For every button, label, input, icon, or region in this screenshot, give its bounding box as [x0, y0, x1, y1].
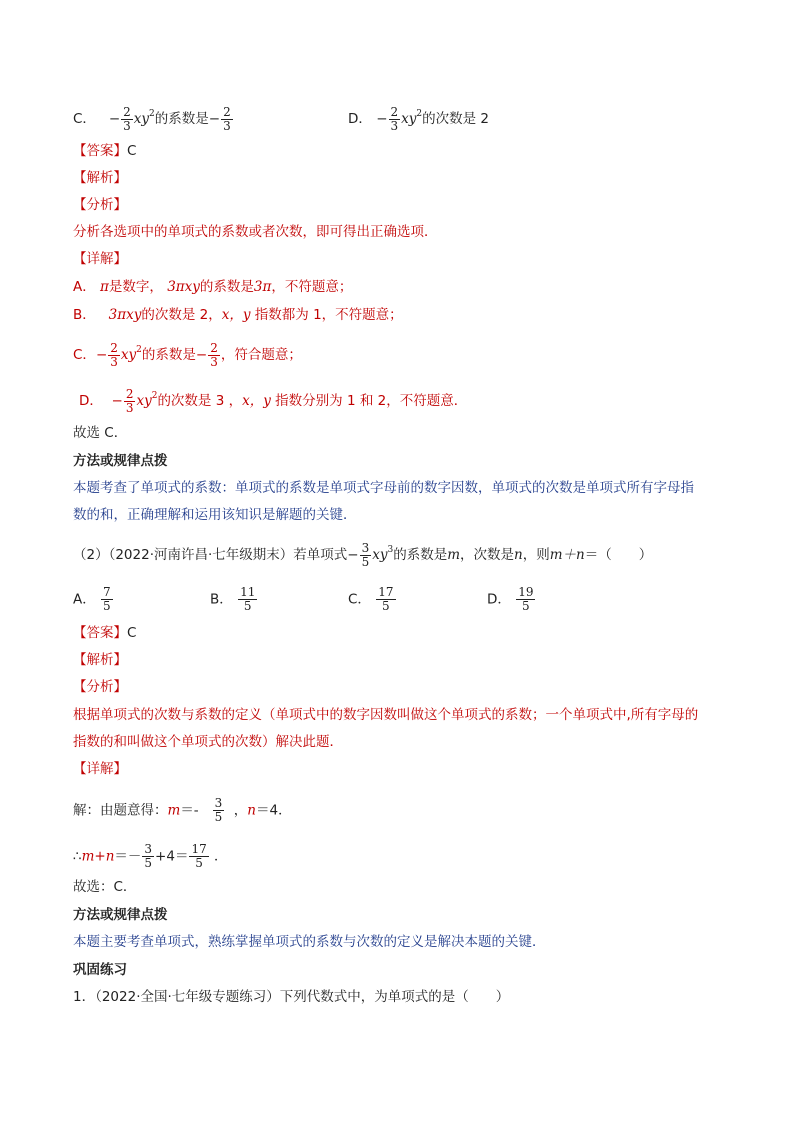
fraction: $\frac{3}{5}$	[361, 540, 370, 569]
fraction: $\frac{17}{5}$	[378, 585, 394, 613]
fenxi-text-1: 分析各选项中的单项式的系数或者次数，即可得出正确选项．	[73, 224, 438, 240]
question-2: （2）（2022·河南许昌·七年级期末）若单项式− $\frac{3}{5}$ $xy^3$的系数是m，次数是n，则m＋n＝（ ）	[73, 540, 653, 569]
q2-option-c: C． $\frac{17}{5}$	[348, 585, 394, 613]
q1-option-c: C． − $\frac{2}{3}$ $xy^2$的系数是− $\frac{2}{3}$	[73, 104, 231, 133]
answer-2: 【答案】C	[73, 625, 137, 641]
conclusion-1: 故选 C．	[73, 425, 128, 441]
fenxi-label-1: 【分析】	[73, 197, 127, 213]
detail-a: A． π是数字， 3πxy的系数是3π，不符题意；	[73, 279, 353, 295]
method-text-1b: 数的和，正确理解和运用该知识是解题的关键．	[73, 507, 357, 523]
q1-option-d: D． − $\frac{2}{3}$ $xy^2$的次数是 2	[348, 104, 490, 133]
q2-option-b: B． $\frac{11}{5}$	[210, 585, 256, 613]
practice-question-1: 1．（2022·全国·七年级专题练习）下列代数式中，为单项式的是（ ）	[73, 989, 510, 1005]
conclusion-2: 故选：C．	[73, 879, 137, 895]
detail-b: B． 3πxy的次数是 2，x，y 指数都为 1，不符题意；	[73, 307, 403, 323]
q2-option-d: D． $\frac{19}{5}$	[487, 585, 534, 613]
detail-d: D． − $\frac{2}{3}$ $xy^2$的次数是 3 ，x，y 指数分别为 1 和 2，不符题意．	[79, 386, 468, 415]
q2-option-a: A． $\frac{7}{5}$	[73, 585, 111, 613]
fenxi-text-2b: 指数的和叫做这个单项式的次数）解决此题．	[73, 734, 343, 750]
method-label-1: 方法或规律点拨	[73, 453, 168, 469]
fraction: $\frac{3}{5}$	[214, 796, 223, 824]
fraction: $\frac{2}{3}$	[123, 104, 131, 133]
fraction: $\frac{19}{5}$	[518, 585, 534, 613]
solution-2-line1: 解：由题意得：m＝- $\frac{3}{5}$ ，n＝4．	[73, 796, 292, 824]
solution-2-line2: ∴m+n＝－ $\frac{3}{5}$ +4＝ $\frac{17}{5}$ ．	[73, 842, 228, 870]
answer-1: 【答案】C	[73, 143, 137, 159]
fraction: $\frac{3}{5}$	[144, 842, 153, 870]
fraction: $\frac{7}{5}$	[103, 585, 111, 613]
method-label-2: 方法或规律点拨	[73, 907, 168, 923]
fenxi-label-2: 【分析】	[73, 679, 127, 695]
fraction: $\frac{2}{3}$	[223, 104, 231, 133]
fraction: $\frac{2}{3}$	[110, 340, 118, 369]
fraction: $\frac{2}{3}$	[210, 340, 218, 369]
fraction: $\frac{17}{5}$	[191, 842, 207, 870]
method-text-1a: 本题考查了单项式的系数：单项式的系数是单项式字母前的数字因数，单项式的次数是单项式所有字母指	[73, 480, 694, 496]
analysis-label-2: 【解析】	[73, 652, 127, 668]
fenxi-text-2a: 根据单项式的次数与系数的定义（单项式中的数字因数叫做这个单项式的系数；一个单项式中,所有字母的	[73, 707, 699, 723]
method-text-2: 本题主要考查单项式，熟练掌握单项式的系数与次数的定义是解决本题的关键．	[73, 934, 546, 950]
analysis-label-1: 【解析】	[73, 170, 127, 186]
practice-label: 巩固练习	[73, 962, 127, 978]
fraction: $\frac{2}{3}$	[390, 104, 399, 133]
fraction: $\frac{2}{3}$	[125, 386, 134, 415]
detail-label-1: 【详解】	[73, 251, 127, 267]
fraction: $\frac{11}{5}$	[240, 585, 256, 613]
detail-c: C．− $\frac{2}{3}$ $xy^2$的系数是− $\frac{2}{3}$ ，符合题意；	[73, 340, 302, 369]
detail-label-2: 【详解】	[73, 761, 127, 777]
